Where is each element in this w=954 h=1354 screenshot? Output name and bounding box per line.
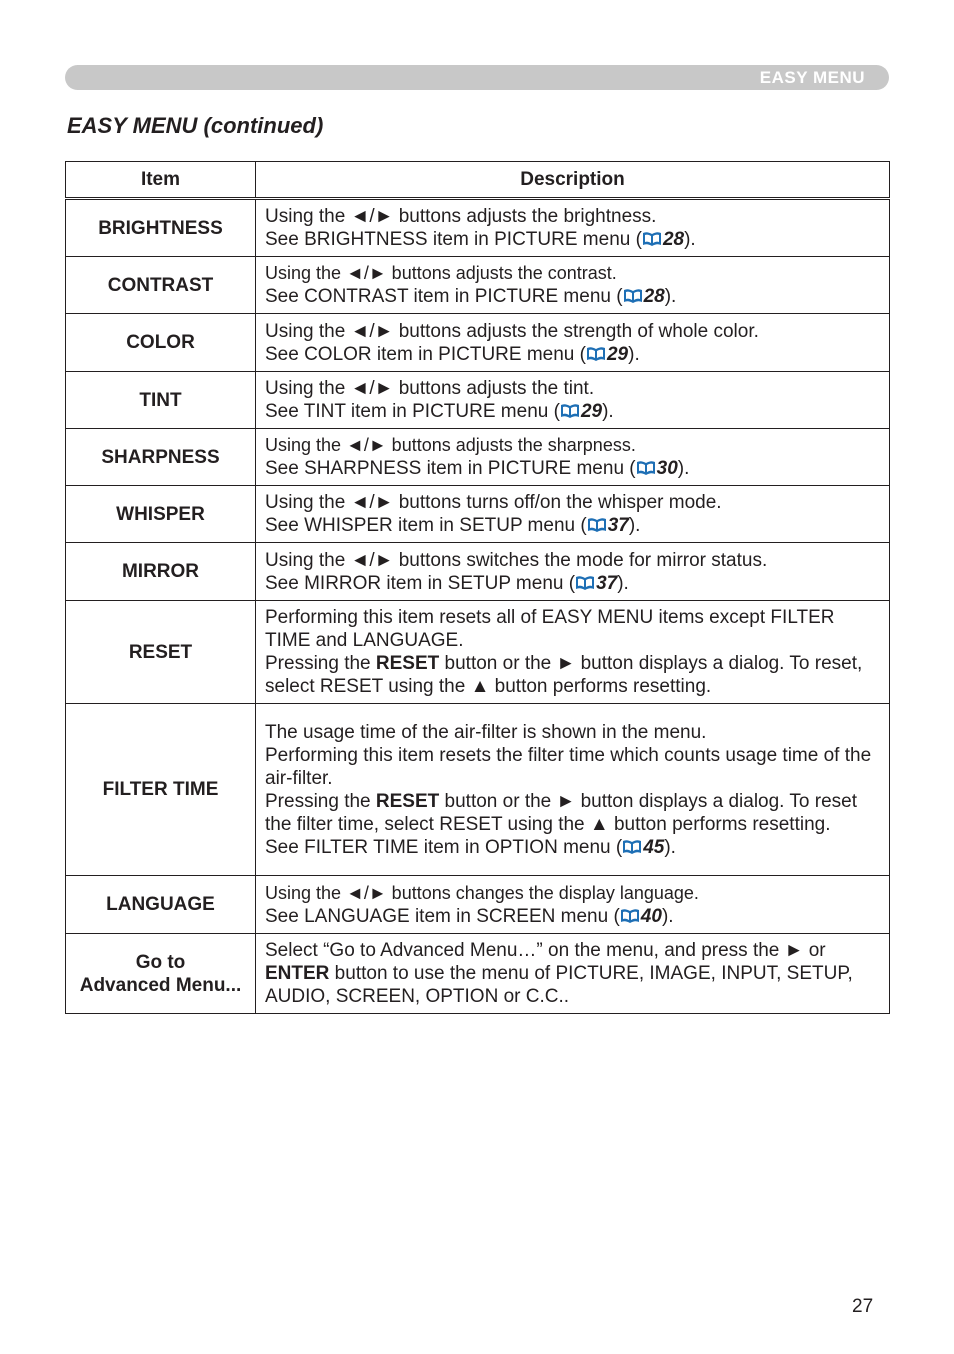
book-reference-icon [620,908,640,924]
reference-text: See COLOR item in PICTURE menu ( [265,343,586,365]
table-row [66,429,890,486]
book-reference-icon [622,839,642,855]
description-line: The usage time of the air-filter is shown in the menu. [265,721,707,743]
item-name: CONTRAST [66,257,256,314]
item-name-line: Go to [135,951,186,973]
description-line: Using the ◄/► buttons adjusts the sharpness. [265,435,636,455]
page-reference-number: 30 [656,458,678,479]
table-row [66,486,890,543]
description-line [265,652,881,698]
section-header-label: EASY MENU [759,68,865,87]
easy-menu-table [65,161,890,1014]
reference-suffix: ). [661,905,674,927]
reference-suffix: ). [628,343,640,365]
page-reference-number: 45 [643,836,665,858]
description-reference-line [265,572,881,595]
reference-text: See MIRROR item in SETUP menu ( [265,572,576,594]
description-line [265,790,881,836]
description-line: Using the ◄/► buttons turns off/on the whisper mode. [265,492,722,513]
enter-button-reference: ENTER [265,963,330,984]
reference-suffix: ). [664,836,676,858]
page-reference-number: 37 [596,572,618,594]
item-name: SHARPNESS [66,429,256,486]
description-text: Pressing the [265,790,376,812]
reference-text: See BRIGHTNESS item in PICTURE menu ( [265,229,642,250]
item-description [256,876,890,934]
book-reference-icon [636,460,656,476]
description-line: Performing this item resets all of EASY MENU items except FILTER TIME and LANGUAGE. [265,607,835,651]
item-name-line: Advanced Menu... [79,974,242,996]
item-name [66,934,256,1014]
description-line: Using the ◄/► buttons adjusts the brightness. [265,206,657,227]
page-reference-number: 28 [643,286,665,307]
description-text: Pressing the [265,653,376,674]
table-row [66,876,890,934]
item-description [256,934,890,1014]
table-row [66,543,890,601]
description-line: Using the ◄/► buttons adjusts the strength of whole color. [265,320,759,342]
book-reference-icon [586,346,606,362]
item-name: FILTER TIME [66,704,256,876]
description-reference-line [265,514,881,537]
description-reference-line [265,836,881,859]
item-name: BRIGHTNESS [66,199,256,257]
description-reference-line [265,400,881,423]
item-description [256,486,890,543]
description-text: button or the ► button displays a dialog. To reset, select RESET using the ▲ button performs resetting. [265,653,863,697]
description-reference-line [265,228,881,251]
item-description [256,429,890,486]
item-description [256,372,890,429]
reference-text: See LANGUAGE item in SCREEN menu ( [265,905,620,927]
reference-suffix: ). [617,572,629,594]
book-reference-icon [642,231,662,247]
item-name: MIRROR [66,543,256,601]
reset-button-reference: RESET [375,790,440,812]
reference-suffix: ). [677,458,690,479]
book-reference-icon [560,403,580,419]
table-row [66,601,890,704]
page-reference-number: 40 [640,905,662,927]
reference-text: See CONTRAST item in PICTURE menu ( [265,286,623,307]
item-name: WHISPER [66,486,256,543]
reference-text: See SHARPNESS item in PICTURE menu ( [265,458,636,479]
column-header-item: Item [66,162,256,199]
page-reference-number: 29 [580,401,603,422]
reference-text: See WHISPER item in SETUP menu ( [265,515,587,536]
item-description [256,199,890,257]
page-reference-number: 28 [662,229,685,250]
description-line: Using the ◄/► buttons switches the mode for mirror status. [265,549,768,571]
reference-suffix: ). [664,286,677,307]
table-row [66,704,890,876]
reference-text: See FILTER TIME item in OPTION menu ( [265,836,623,858]
item-name: COLOR [66,314,256,372]
description-reference-line [265,343,881,366]
description-reference-line [265,905,881,928]
table-row [66,314,890,372]
item-description [256,257,890,314]
item-name: TINT [66,372,256,429]
page-title: EASY MENU (continued) [67,113,324,138]
table-row [66,934,890,1014]
book-reference-icon [575,575,595,591]
description-text: button or the ► button displays a dialog. To reset the filter time, select RESET using the ▲ button performs resetting. [265,790,857,835]
description-reference-line [265,285,881,308]
reference-suffix: ). [602,401,614,422]
book-reference-icon [623,288,643,304]
description-line: Using the ◄/► buttons changes the display language. [265,882,699,903]
item-description [256,601,890,704]
description-text: Select “Go to Advanced Menu…” on the menu, and press the ► or [265,940,826,961]
description-line: Using the ◄/► buttons adjusts the contrast. [265,263,617,283]
section-header-bar [65,65,889,90]
page-reference-number: 37 [607,515,629,536]
column-header-description: Description [256,162,890,199]
reference-text: See TINT item in PICTURE menu ( [265,401,560,422]
item-name: LANGUAGE [66,876,256,934]
page-number: 27 [852,1296,874,1317]
reset-button-reference: RESET [375,653,440,674]
reference-suffix: ). [628,515,641,536]
item-name: RESET [66,601,256,704]
book-reference-icon [587,517,607,533]
item-description [256,314,890,372]
page-reference-number: 29 [606,343,629,365]
table-row [66,199,890,257]
table-row [66,257,890,314]
description-line: Performing this item resets the filter time which counts usage time of the air-filter. [265,744,872,789]
table-header-row [66,162,890,199]
item-description [256,543,890,601]
description-line [265,939,881,1008]
description-line: Using the ◄/► buttons adjusts the tint. [265,378,595,399]
reference-suffix: ). [684,229,696,250]
description-reference-line [265,457,881,480]
table-row [66,372,890,429]
description-text: button to use the menu of PICTURE, IMAGE, INPUT, SETUP, AUDIO, SCREEN, OPTION or C.C.. [265,963,853,1007]
item-description [256,704,890,876]
